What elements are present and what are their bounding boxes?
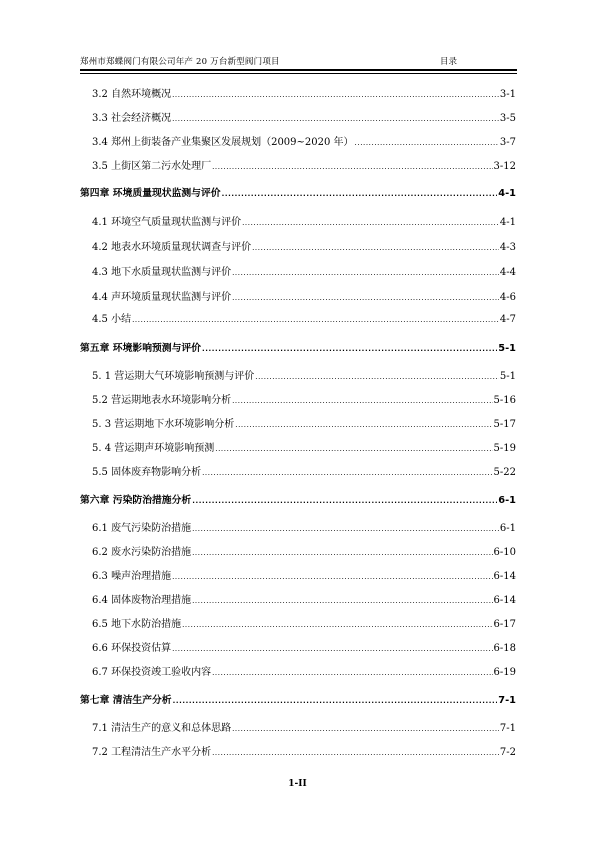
toc-entry-title: 6.6 环保投资估算 bbox=[92, 643, 172, 654]
toc-entry-page: 7-2 bbox=[499, 747, 516, 758]
toc-entry-title: 6.2 废水污染防治措施 bbox=[92, 547, 192, 558]
toc-section-entry[interactable] bbox=[92, 417, 516, 431]
toc-entry-title: 4.5 小结 bbox=[92, 314, 132, 325]
toc-dot-leader bbox=[235, 419, 492, 431]
toc-entry-page: 6-18 bbox=[493, 643, 516, 654]
toc-entry-title: 5. 3 营运期地下水环境影响分析 bbox=[92, 419, 235, 430]
toc-chapter-entry[interactable] bbox=[80, 693, 516, 707]
toc-section-entry[interactable] bbox=[92, 312, 516, 326]
toc-entry-page: 6-14 bbox=[493, 571, 516, 582]
toc-dot-leader bbox=[202, 343, 497, 355]
toc-entry-title: 6.4 固体废物治理措施 bbox=[92, 595, 192, 606]
toc-section-entry[interactable] bbox=[92, 159, 516, 173]
toc-section-entry[interactable] bbox=[92, 240, 516, 254]
toc-entry-title: 5. 4 营运期声环境影响预测 bbox=[92, 443, 215, 454]
toc-entry-title: 第五章 环境影响预测与评价 bbox=[80, 343, 201, 354]
toc-dot-leader bbox=[212, 747, 499, 759]
toc-entry-page: 7-1 bbox=[498, 695, 516, 706]
toc-entry-page: 4-1 bbox=[498, 188, 516, 199]
toc-dot-leader bbox=[172, 113, 499, 125]
toc-dot-leader bbox=[202, 467, 492, 479]
toc-entry-page: 3-5 bbox=[499, 113, 516, 124]
toc-entry-page: 4-3 bbox=[499, 242, 516, 253]
toc-entry-title: 7.2 工程清洁生产水平分析 bbox=[92, 747, 212, 758]
toc-entry-page: 7-1 bbox=[499, 723, 516, 734]
toc-entry-title: 7.1 清洁生产的意义和总体思路 bbox=[92, 723, 232, 734]
toc-dot-leader bbox=[232, 267, 499, 279]
toc-entry-title: 5.5 固体废弃物影响分析 bbox=[92, 467, 202, 478]
toc-section-entry[interactable] bbox=[92, 393, 516, 407]
toc-section-entry[interactable] bbox=[92, 111, 516, 125]
toc-entry-title: 3.5 上街区第二污水处理厂 bbox=[92, 161, 212, 172]
toc-entry-title: 4.4 声环境质量现状监测与评价 bbox=[92, 292, 232, 303]
toc-dot-leader bbox=[173, 695, 498, 707]
toc-dot-leader bbox=[215, 443, 492, 455]
toc-dot-leader bbox=[172, 571, 492, 583]
toc-entry-page: 6-14 bbox=[493, 595, 516, 606]
toc-entry-title: 6.3 噪声治理措施 bbox=[92, 571, 172, 582]
toc-dot-leader bbox=[252, 242, 499, 254]
toc-section-entry[interactable] bbox=[92, 545, 516, 559]
header-section-name: 目录 bbox=[440, 57, 458, 67]
toc-section-entry[interactable] bbox=[92, 290, 516, 304]
toc-chapter-entry[interactable] bbox=[80, 186, 516, 200]
toc-entry-title: 第七章 清洁生产分析 bbox=[80, 695, 172, 706]
header-document-title: 郑州市郑蝶阀门有限公司年产 20 万台新型阀门项目 bbox=[80, 57, 280, 67]
toc-section-entry[interactable] bbox=[92, 641, 516, 655]
toc-section-entry[interactable] bbox=[92, 265, 516, 279]
toc-dot-leader bbox=[182, 619, 492, 631]
toc-entry-page: 6-1 bbox=[499, 523, 516, 534]
toc-entry-page: 4-6 bbox=[499, 292, 516, 303]
toc-entry-page: 5-19 bbox=[493, 443, 516, 454]
toc-section-entry[interactable] bbox=[92, 215, 516, 229]
toc-chapter-entry[interactable] bbox=[80, 341, 516, 355]
toc-entry-page: 3-12 bbox=[493, 161, 516, 172]
toc-dot-leader bbox=[222, 188, 498, 200]
toc-entry-page: 5-22 bbox=[493, 467, 516, 478]
toc-entry-page: 6-10 bbox=[493, 547, 516, 558]
toc-entry-title: 3.2 自然环境概况 bbox=[92, 89, 172, 100]
toc-entry-page: 6-19 bbox=[493, 667, 516, 678]
toc-dot-leader bbox=[232, 292, 499, 304]
toc-entry-page: 3-7 bbox=[499, 137, 516, 148]
toc-section-entry[interactable] bbox=[92, 745, 516, 759]
toc-section-entry[interactable] bbox=[92, 465, 516, 479]
toc-dot-leader bbox=[212, 161, 492, 173]
toc-entry-title: 5.2 营运期地表水环境影响分析 bbox=[92, 395, 232, 406]
toc-dot-leader bbox=[232, 723, 499, 735]
toc-dot-leader bbox=[212, 667, 492, 679]
toc-chapter-entry[interactable] bbox=[80, 493, 516, 507]
toc-dot-leader bbox=[172, 643, 492, 655]
toc-dot-leader bbox=[355, 137, 499, 149]
toc-dot-leader bbox=[255, 371, 499, 383]
toc-section-entry[interactable] bbox=[92, 135, 516, 149]
toc-section-entry[interactable] bbox=[92, 441, 516, 455]
toc-entry-page: 6-17 bbox=[493, 619, 516, 630]
toc-entry-page: 5-17 bbox=[493, 419, 516, 430]
toc-dot-leader bbox=[232, 395, 492, 407]
page-number: 1-II bbox=[288, 779, 307, 789]
toc-section-entry[interactable] bbox=[92, 521, 516, 535]
toc-section-entry[interactable] bbox=[92, 569, 516, 583]
toc-dot-leader bbox=[192, 595, 492, 607]
toc-entry-page: 4-7 bbox=[499, 314, 516, 325]
toc-section-entry[interactable] bbox=[92, 721, 516, 735]
toc-entry-title: 第四章 环境质量现状监测与评价 bbox=[80, 188, 221, 199]
toc-entry-title: 3.4 郑州上街装备产业集聚区发展规划（2009~2020 年） bbox=[92, 137, 354, 148]
toc-entry-title: 5. 1 营运期大气环境影响预测与评价 bbox=[92, 371, 255, 382]
toc-section-entry[interactable] bbox=[92, 87, 516, 101]
toc-dot-leader bbox=[172, 89, 499, 101]
toc-section-entry[interactable] bbox=[92, 665, 516, 679]
toc-entry-title: 4.1 环境空气质量现状监测与评价 bbox=[92, 217, 242, 228]
toc-entry-page: 5-1 bbox=[499, 371, 516, 382]
toc-dot-leader bbox=[132, 314, 499, 326]
toc-entry-title: 第六章 污染防治措施分析 bbox=[80, 495, 192, 506]
toc-entry-page: 5-1 bbox=[498, 343, 516, 354]
toc-entry-page: 4-4 bbox=[499, 267, 516, 278]
toc-entry-page: 3-1 bbox=[499, 89, 516, 100]
toc-dot-leader bbox=[192, 523, 499, 535]
toc-entry-title: 4.2 地表水环境质量现状调查与评价 bbox=[92, 242, 252, 253]
toc-section-entry[interactable] bbox=[92, 593, 516, 607]
toc-entry-page: 5-16 bbox=[493, 395, 516, 406]
toc-entry-title: 6.5 地下水防治措施 bbox=[92, 619, 182, 630]
toc-entry-title: 6.7 环保投资竣工验收内容 bbox=[92, 667, 212, 678]
toc-dot-leader bbox=[192, 495, 497, 507]
toc-dot-leader bbox=[242, 217, 499, 229]
toc-dot-leader bbox=[192, 547, 492, 559]
toc-section-entry[interactable] bbox=[92, 369, 516, 383]
toc-section-entry[interactable] bbox=[92, 617, 516, 631]
toc-entry-page: 6-1 bbox=[498, 495, 516, 506]
toc-entry-title: 6.1 废气污染防治措施 bbox=[92, 523, 192, 534]
toc-entry-page: 4-1 bbox=[499, 217, 516, 228]
toc-entry-title: 3.3 社会经济概况 bbox=[92, 113, 172, 124]
toc-entry-title: 4.3 地下水质量现状监测与评价 bbox=[92, 267, 232, 278]
